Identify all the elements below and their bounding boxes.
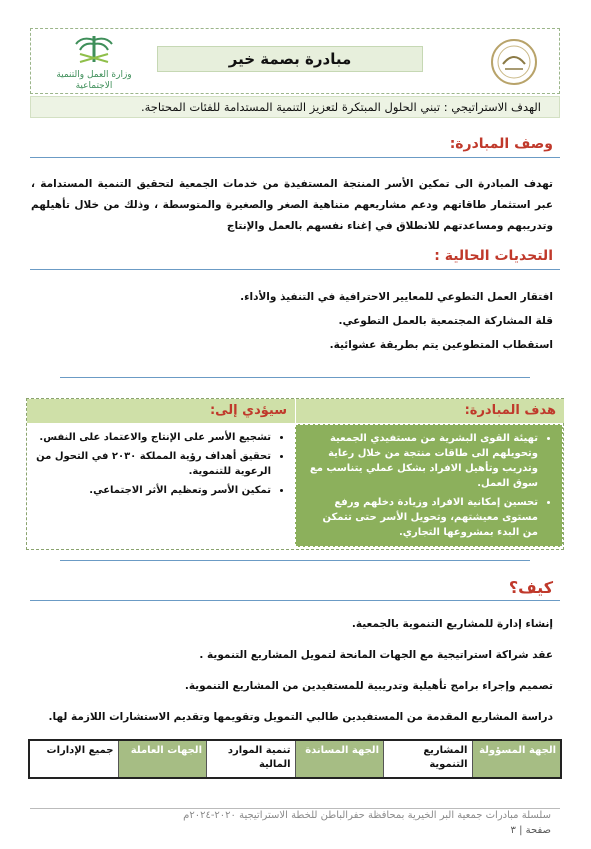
section-divider <box>30 269 560 270</box>
how-title: كيف؟ <box>508 578 553 597</box>
association-logo-icon <box>483 36 545 88</box>
table-cell: الجهة المساندة <box>295 741 384 777</box>
list-item: • تحقيق أهداف رؤية المملكة ٢٠٣٠ في التحول من الرعوية للتنموية. <box>35 449 271 479</box>
list-item: • تمكين الأسر وتعظيم الأثر الاجتماعي. <box>35 483 271 498</box>
list-item: استقطاب المتطوعين يتم بطريقة عشوائية. <box>329 339 553 351</box>
table-cell: تنمية الموارد المالية <box>206 741 295 777</box>
list-item: قلة المشاركة المجتمعية بالعمل التطوعي. <box>338 315 553 327</box>
table-cell: جميع الإدارات <box>46 745 114 756</box>
section-divider <box>60 377 530 378</box>
description-text: تهدف المبادرة الى تمكين الأسر المنتجة المستفيدة من خدمات الجمعية لتحقيق التنمية المستدامة ، عبر استثمار طاقاتهم ودعم مشاريعهم متناهية الصغر والصغيرة والمتوسطة ، وذلك من خلال تأهيلهم وتدريبهم ومساعدتهم للانطلاق في إغناء نفسهم بالعمل والإنتاج <box>31 178 553 232</box>
ministry-logo <box>54 32 134 91</box>
section-divider <box>30 157 560 158</box>
table-cell: المشاريع التنموية <box>383 741 472 777</box>
list-item: إنشاء إدارة للمشاريع التنموية بالجمعية. <box>351 618 553 630</box>
list-item: افتقار العمل التطوعي للمعايير الاحترافية في التنفيذ والأداء. <box>240 291 553 303</box>
page-title: مبادرة بصمة خير <box>157 46 423 72</box>
how-list <box>31 608 553 733</box>
page-number: صفحة | ٣ <box>510 825 551 836</box>
list-item: • تهيئة القوى البشرية من مستفيدي الجمعية وتحويلهم الى طاقات منتجة من خلال رعاية وتدريب وتأهيل الافراد بشكل عملي يتناسب مع سوق العمل. <box>304 431 538 491</box>
section-divider <box>60 560 530 561</box>
leads-to-list <box>27 424 295 498</box>
footer-series: سلسلة مبادرات جمعية البر الخيرية بمحافظة حفرالباطن للخطة الاستراتيجية ٢٠٢٠-٢٠٢٤م <box>183 810 551 821</box>
list-item: تصميم وإجراء برامج تأهيلية وتدريبية للمستفيدين من المشاريع التنموية. <box>184 680 553 692</box>
leads-to-box <box>27 424 295 547</box>
challenges-list <box>31 285 553 357</box>
footer-divider <box>30 808 560 809</box>
ministry-logo-text: وزارة العمل والتنمية الاجتماعية <box>56 70 132 91</box>
table-cell: الجهات العاملة <box>118 741 207 777</box>
palm-emblem-icon <box>54 32 134 66</box>
goals-box <box>295 424 563 547</box>
list-item: • تشجيع الأسر على الإنتاج والاعتماد على النفس. <box>35 430 271 445</box>
leads-to-title: سيؤدي إلى: <box>27 399 295 423</box>
description-title: وصف المبادرة: <box>449 136 553 152</box>
strategic-goal: الهدف الاستراتيجي : تبني الحلول المبتكرة لتعزيز التنمية المستدامة للفئات المحتاجة. <box>30 96 560 118</box>
list-item: عقد شراكة استراتيجية مع الجهات المانحة لتمويل المشاريع التنموية . <box>199 649 553 661</box>
list-item: • تحسين إمكانية الافراد وزيادة دخلهم ورفع مستوى معيشتهم، وتحويل الأسر حتى تتمكن من البدء بمشروعها التجاري. <box>304 495 538 540</box>
responsibility-table <box>28 739 562 779</box>
section-divider <box>30 600 560 601</box>
challenges-title: التحديات الحالية : <box>434 248 553 264</box>
goals-title: هدف المبادرة: <box>296 399 564 423</box>
goals-list <box>296 425 562 540</box>
table-cell: الجهة المسؤولة <box>472 741 561 777</box>
list-item: دراسة المشاريع المقدمة من المستفيدين طالبي التمويل وتقويمها وتقديم الاستشارات اللازمة لها. <box>48 711 553 723</box>
